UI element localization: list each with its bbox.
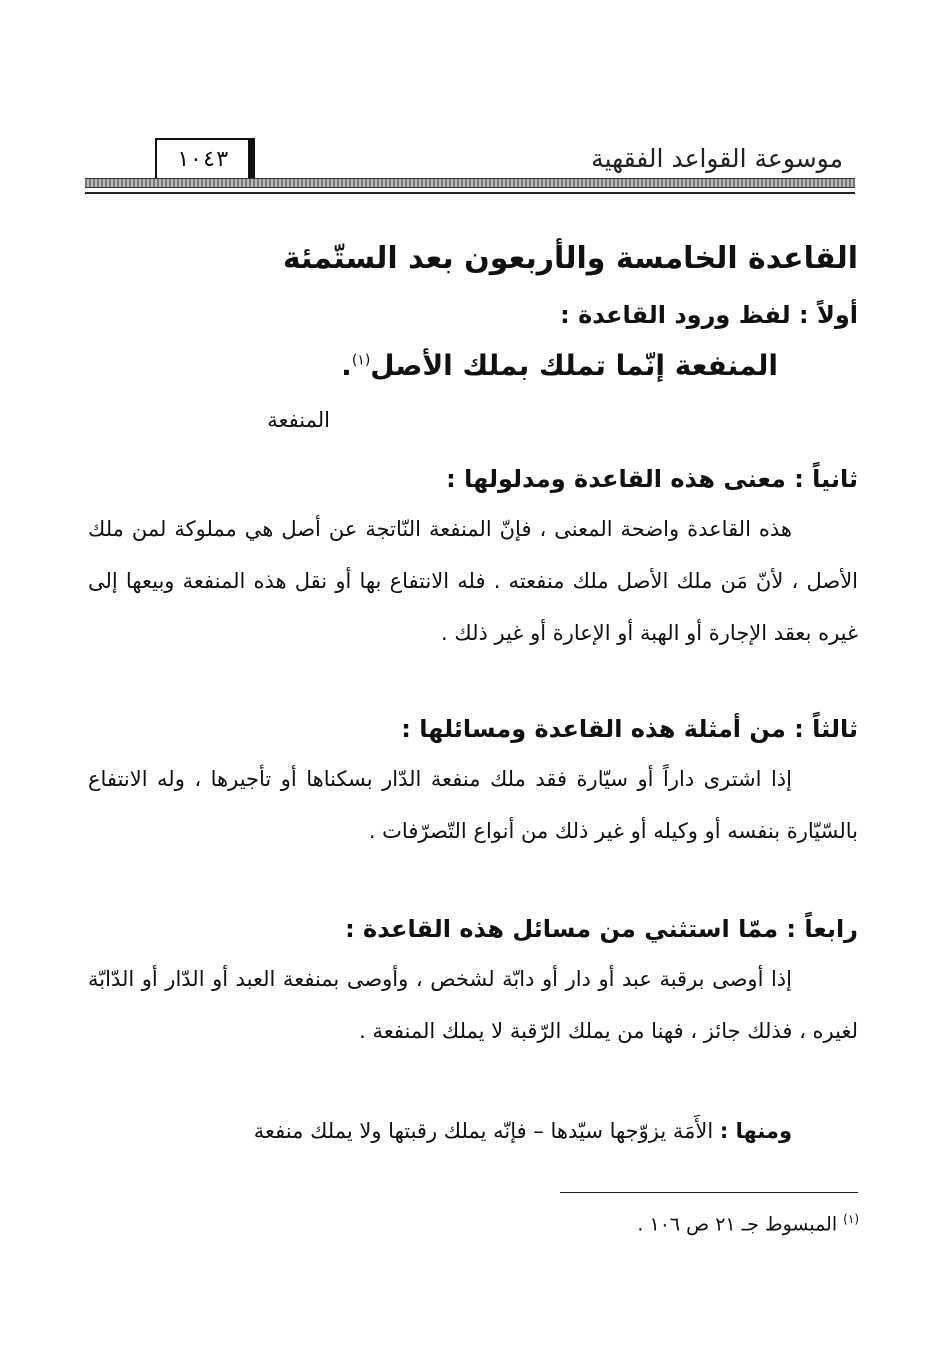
page-number: ١٠٤٣	[155, 138, 255, 182]
rule-statement	[341, 349, 778, 382]
section-1-heading: أولاً : لفظ ورود القاعدة :	[560, 301, 858, 329]
header-rule	[85, 192, 855, 194]
section-3-heading: ثالثاً : من أمثلة هذه القاعدة ومسائلها :	[401, 715, 858, 743]
section-4-lead: ومنها :	[719, 1119, 792, 1143]
section-4-heading: رابعاً : ممّا استثني من مسائل هذه القاعدة :	[345, 915, 858, 943]
section-2-text: هذه القاعدة واضحة المعنى ، فإنّ المنفعة النّاتجة عن أصل هي مملوكة لمن ملك الأصل ، لأنّ مَن ملك الأصل ملك منفعته . فله الانتفاع بها أو نقل هذه المنفعة وبيعها إلى غيره بعقد الإجارة أو الهبة أو الإعارة أو غير ذلك .	[88, 517, 858, 645]
footnote-separator	[560, 1192, 858, 1193]
section-4-body	[88, 953, 858, 1057]
section-4-text-2: الأَمَة يزوّجها سيّدها – فإنّه يملك رقبتها ولا يملك منفعة	[253, 1119, 714, 1143]
page-header	[85, 132, 855, 194]
footnote-marker: (١)	[843, 1212, 859, 1226]
book-title: موسوعة القواعد الفقهية	[591, 144, 843, 173]
section-3-body	[88, 753, 858, 857]
keyword: المنفعة	[267, 408, 330, 432]
footnote	[637, 1212, 859, 1235]
section-3-text: إذا اشترى داراً أو سيّارة فقد ملك منفعة الدّار بسكناها أو تأجيرها ، وله الانتفاع بالسّيّارة بنفسه أو وكيله أو غير ذلك من أنواع التّصرّفات .	[88, 767, 858, 843]
header-decorative-bar	[85, 178, 855, 188]
rule-title: القاعدة الخامسة والأربعون بعد الستّمئة	[282, 241, 858, 276]
section-4-text: إذا أوصى برقبة عبد أو دار أو دابّة لشخص ، وأوصى بمنفعة العبد أو الدّار أو الدّابّة لغيره ، فذلك جائز ، فهنا من يملك الرّقبة لا يملك المنفعة .	[88, 967, 858, 1043]
section-2-body	[88, 503, 858, 659]
footnote-text: المبسوط جـ ٢١ ص ١٠٦ .	[637, 1213, 838, 1236]
section-2-heading: ثانياً : معنى هذه القاعدة ومدلولها :	[446, 465, 858, 493]
section-4-body-2	[88, 1105, 858, 1157]
footnote-ref[interactable]: (١)	[351, 352, 371, 369]
rule-statement-end: .	[341, 349, 352, 382]
rule-statement-text: المنفعة إنّما تملك بملك الأصل	[370, 349, 778, 382]
